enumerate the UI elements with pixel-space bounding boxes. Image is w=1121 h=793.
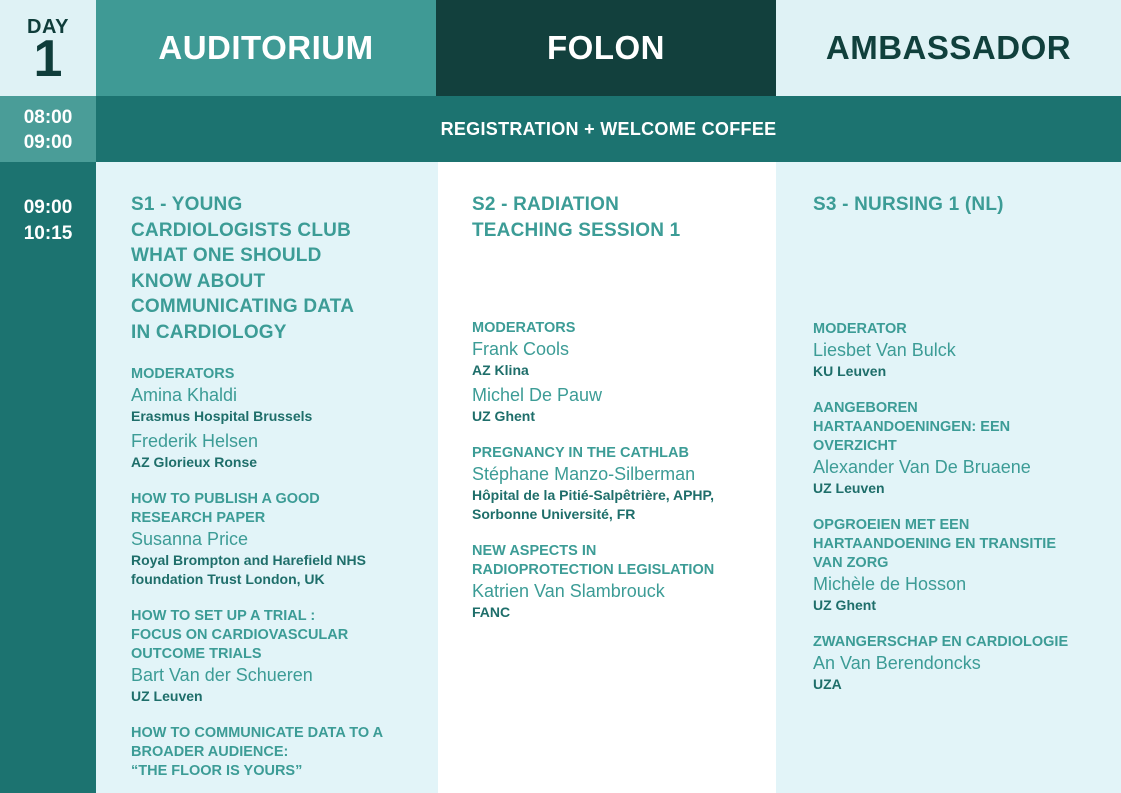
moderator-name: Frank Cools: [472, 339, 570, 359]
talk-title: NEW ASPECTS IN: [472, 543, 597, 559]
talk-title: ZWANGERSCHAP EN CARDIOLOGIE: [813, 633, 1069, 650]
talk-title: OUTCOME TRIALS: [131, 646, 262, 662]
speaker-name: An Van Berendoncks: [813, 652, 981, 673]
time-end: 10:15: [23, 223, 73, 244]
talk-title: VAN ZORG: [813, 554, 889, 571]
speaker-name: Michèle de Hosson: [813, 573, 967, 594]
time-end: 09:00: [23, 132, 73, 153]
talk-title: HARTAANDOENINGEN: EEN: [813, 418, 1011, 435]
talk-title: HOW TO SET UP A TRIAL :: [131, 608, 316, 624]
moderator-affiliation: AZ Klina: [472, 362, 529, 378]
day-label: DAY: [27, 16, 69, 38]
session-title-line: WHAT ONE SHOULD: [131, 245, 322, 266]
session-title-line: COMMUNICATING DATA: [131, 296, 355, 317]
session-title-line: S1 - YOUNG: [131, 194, 243, 215]
talk-title: RESEARCH PAPER: [131, 510, 266, 526]
moderators-label: MODERATOR: [813, 320, 907, 337]
moderator-affiliation: AZ Glorieux Ronse: [131, 454, 258, 470]
session-title-line: S3 - NURSING 1 (NL): [813, 194, 1004, 215]
session-title-line: CARDIOLOGISTS CLUB: [131, 219, 351, 241]
talk-title: FOCUS ON CARDIOVASCULAR: [131, 627, 349, 643]
talk-title: RADIOPROTECTION LEGISLATION: [472, 562, 715, 578]
session-title: [131, 192, 418, 345]
time-start: 08:00: [23, 107, 73, 128]
speaker-affiliation: FANC: [472, 604, 511, 620]
speaker-affiliation: UZ Leuven: [813, 479, 885, 496]
talk-title: “THE FLOOR IS YOURS”: [131, 763, 303, 779]
day-badge: [0, 0, 96, 96]
speaker-affiliation: foundation Trust London, UK: [131, 571, 325, 587]
speaker-affiliation: UZA: [813, 675, 842, 692]
moderator-affiliation: UZ Ghent: [472, 408, 535, 424]
moderator-affiliation: Erasmus Hospital Brussels: [131, 408, 313, 424]
session-title: [472, 192, 756, 243]
moderator-name: Michel De Pauw: [472, 385, 603, 405]
talk-title: OPGROEIEN MET EEN: [813, 516, 970, 533]
session-title-line: IN CARDIOLOGY: [131, 321, 287, 343]
room-header-ambassador: AMBASSADOR: [776, 0, 1121, 96]
day-number: 1: [33, 30, 63, 88]
speaker-affiliation: Hôpital de la Pitié-Salpêtrière, APHP,: [472, 487, 714, 503]
speaker-name: Alexander Van De Bruaene: [813, 456, 1031, 477]
speaker-name: Stéphane Manzo-Silberman: [472, 464, 696, 484]
talk-title: BROADER AUDIENCE:: [131, 744, 289, 760]
speaker-name: Susanna Price: [131, 529, 249, 549]
session-column-folon: [438, 162, 776, 793]
talk-title: OVERZICHT: [813, 437, 897, 454]
moderators-label: MODERATORS: [472, 320, 576, 336]
speaker-name: Bart Van der Schueren: [131, 665, 313, 685]
moderator-name: Liesbet Van Bulck: [813, 339, 956, 360]
speaker-name: Katrien Van Slambrouck: [472, 581, 665, 601]
session-title-line: S2 - RADIATION: [472, 194, 620, 215]
room-header-auditorium: AUDITORIUM: [96, 0, 436, 96]
talk-title: HOW TO COMMUNICATE DATA TO A: [131, 725, 384, 741]
speaker-affiliation: UZ Ghent: [813, 596, 876, 613]
time-start: 09:00: [23, 197, 73, 218]
speaker-affiliation: UZ Leuven: [131, 688, 203, 704]
moderator-affiliation: KU Leuven: [813, 362, 887, 379]
talk-title: HARTAANDOENING EN TRANSITIE: [813, 535, 1057, 552]
registration-banner: REGISTRATION + WELCOME COFFEE: [96, 96, 1121, 162]
session-title-line: TEACHING SESSION 1: [472, 219, 681, 241]
session-title-line: KNOW ABOUT: [131, 270, 266, 292]
session-column-auditorium: [96, 162, 438, 793]
session-title: [813, 192, 1101, 218]
moderator-name: Frederik Helsen: [131, 431, 259, 451]
session-column-ambassador: [776, 162, 1121, 793]
speaker-affiliation: Royal Brompton and Harefield NHS: [131, 552, 366, 568]
talk-title: AANGEBOREN: [813, 399, 918, 416]
time-slot-registration: [0, 96, 96, 162]
moderator-name: Amina Khaldi: [131, 385, 238, 405]
talk-title: PREGNANCY IN THE CATHLAB: [472, 445, 689, 461]
time-slot-sessions: [0, 162, 96, 793]
room-header-folon: FOLON: [436, 0, 776, 96]
speaker-affiliation: Sorbonne Université, FR: [472, 506, 636, 522]
talk-title: HOW TO PUBLISH A GOOD: [131, 491, 320, 507]
moderators-label: MODERATORS: [131, 366, 235, 382]
